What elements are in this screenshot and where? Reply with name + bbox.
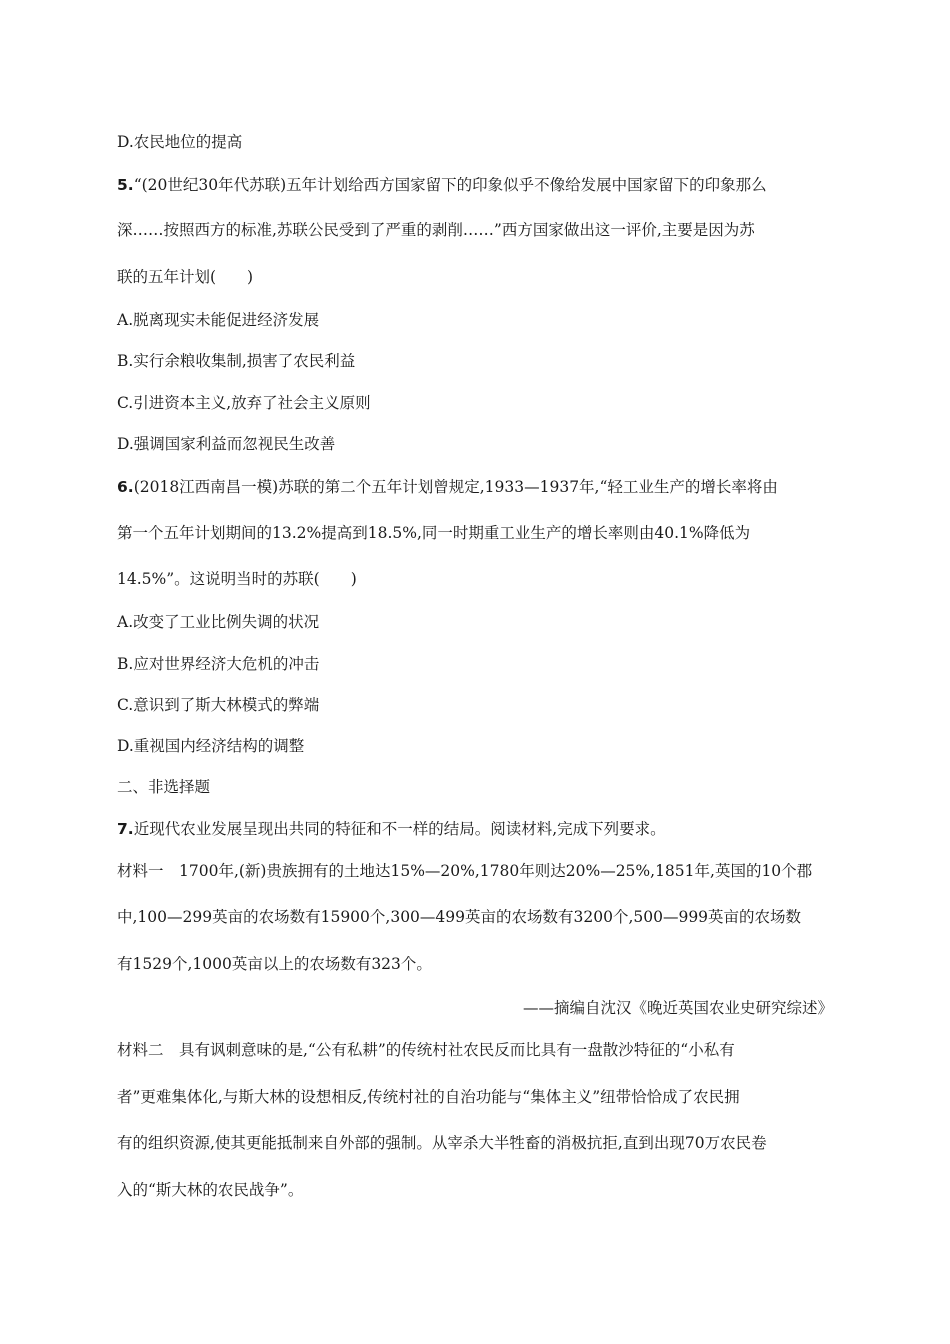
q6-option-a: A.改变了工业比例失调的状况 xyxy=(117,613,320,631)
q7-material1-line-2: 中,100—299英亩的农场数有15900个,300—499英亩的农场数有3200个,500—999英亩的农场数 xyxy=(117,908,802,926)
q7-stem-text: 近现代农业发展呈现出共同的特征和不一样的结局。阅读材料,完成下列要求。 xyxy=(133,820,666,838)
q7-material1-line-1: 材料一 1700年,(新)贵族拥有的土地达15%—20%,1780年则达20%—25%,1851年,英国的10个郡 xyxy=(117,862,813,880)
q7-material2-line-4: 入的“斯大林的农民战争”。 xyxy=(117,1181,304,1199)
q5-option-a: A.脱离现实未能促进经济发展 xyxy=(117,311,320,329)
q5-number: 5. xyxy=(117,176,134,194)
q7-material2-line-2: 者”更难集体化,与斯大林的设想相反,传统村社的自治功能与“集体主义”纽带恰恰成了农民拥 xyxy=(117,1088,740,1106)
q5-stem-line-2: 深……按照西方的标准,苏联公民受到了严重的剥削……”西方国家做出这一评价,主要是因为苏 xyxy=(117,221,755,239)
q5-option-d: D.强调国家利益而忽视民生改善 xyxy=(117,435,336,453)
q7-material1-line-3: 有1529个,1000英亩以上的农场数有323个。 xyxy=(117,955,432,973)
q6-option-c: C.意识到了斯大林模式的弊端 xyxy=(117,696,320,714)
q7-material2-line-3: 有的组织资源,使其更能抵制来自外部的强制。从宰杀大半牲畜的消极抗拒,直到出现70万农民卷 xyxy=(117,1134,767,1152)
q6-stem-text-1: (2018江西南昌一模)苏联的第二个五年计划曾规定,1933—1937年,“轻工业生产的增长率将由 xyxy=(133,478,778,496)
q6-option-d: D.重视国内经济结构的调整 xyxy=(117,737,305,755)
q5-stem-line-1 xyxy=(117,174,833,196)
q4-option-d: D.农民地位的提高 xyxy=(117,133,243,151)
q6-option-b: B.应对世界经济大危机的冲击 xyxy=(117,655,320,673)
q5-option-c: C.引进资本主义,放弃了社会主义原则 xyxy=(117,394,371,412)
q6-stem-line-1 xyxy=(117,476,833,498)
q7-material2-line-1: 材料二 具有讽刺意味的是,“公有私耕”的传统村社农民反而比具有一盘散沙特征的“小私有 xyxy=(117,1041,735,1059)
q5-stem-line-3: 联的五年计划( ) xyxy=(117,268,254,286)
q7-material1-source: ——摘编自沈汉《晚近英国农业史研究综述》 xyxy=(522,999,833,1017)
section-heading: 二、非选择题 xyxy=(117,778,211,796)
q6-stem-line-3: 14.5%”。这说明当时的苏联( ) xyxy=(117,570,357,588)
q7-number: 7. xyxy=(117,820,134,838)
q6-stem-line-2: 第一个五年计划期间的13.2%提高到18.5%,同一时期重工业生产的增长率则由40.1%降低为 xyxy=(117,524,751,542)
q5-option-b: B.实行余粮收集制,损害了农民利益 xyxy=(117,352,356,370)
q5-stem-text-1: “(20世纪30年代苏联)五年计划给西方国家留下的印象似乎不像给发展中国家留下的印象那么 xyxy=(133,176,767,194)
q6-number: 6. xyxy=(117,478,134,496)
q7-stem xyxy=(117,818,833,840)
